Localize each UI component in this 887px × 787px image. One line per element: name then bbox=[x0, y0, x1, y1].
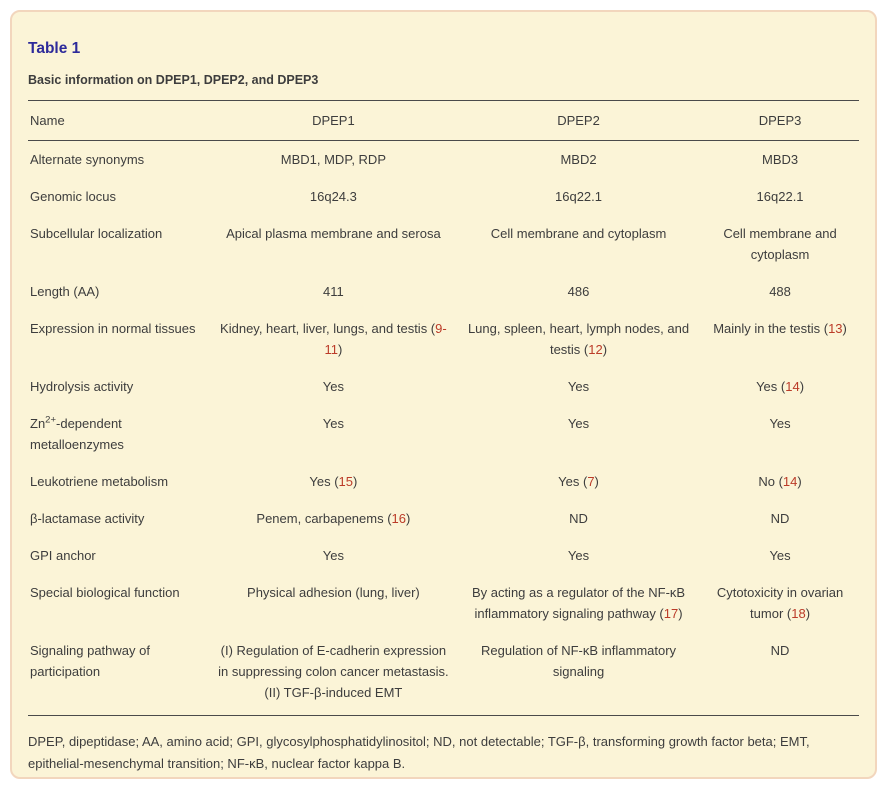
table-cell: Mainly in the testis (13) bbox=[713, 321, 847, 336]
table-cell: Apical plasma membrane and serosa bbox=[226, 226, 441, 241]
table-cell: 411 bbox=[323, 284, 344, 299]
table-cell: 16q24.3 bbox=[309, 189, 357, 204]
row-label: GPI anchor bbox=[30, 548, 96, 563]
table-cell: ND bbox=[701, 632, 859, 716]
row-label: $Zn^{2+}$-dependent metalloenzymes bbox=[30, 414, 124, 452]
row-label: Hydrolysis activity bbox=[30, 379, 134, 394]
table-cell: Regulation of NF-κB inflammatory signaling bbox=[456, 632, 701, 716]
row-label: Genomic locus bbox=[30, 189, 116, 204]
table-cell: 486 bbox=[567, 284, 590, 299]
table-cell: Cell membrane and cytoplasm bbox=[723, 226, 837, 262]
column-header-name: Name bbox=[28, 101, 211, 141]
table-cell: MBD2 bbox=[560, 152, 597, 167]
table-title: Table 1 bbox=[28, 40, 81, 57]
table-cell: No (14) bbox=[758, 474, 802, 489]
table-body bbox=[28, 141, 859, 716]
table-cell: Yes (15) bbox=[309, 474, 358, 489]
table-header bbox=[28, 101, 859, 141]
table-row bbox=[28, 537, 859, 574]
table-row bbox=[28, 215, 859, 273]
table-cell: Penem, carbapenems (16) bbox=[256, 511, 411, 526]
table-cell: Yes bbox=[322, 416, 344, 431]
column-header-dpep3: DPEP3 bbox=[701, 101, 859, 141]
table-cell: Yes bbox=[567, 416, 590, 431]
table-cell: MBD1, MDP, RDP bbox=[280, 152, 386, 167]
table-row bbox=[28, 141, 859, 179]
row-label: Alternate synonyms bbox=[30, 152, 145, 167]
citation-link[interactable]: 12 bbox=[588, 342, 603, 357]
table-cell: Yes bbox=[567, 548, 590, 563]
table-cell: ND bbox=[569, 511, 588, 526]
table-row bbox=[28, 632, 859, 716]
table-cell: Yes bbox=[567, 379, 590, 394]
table-cell: (I) Regulation of E-cadherin expression in suppressing colon cancer metastasis. (II) TGF-β-induced EMT bbox=[211, 632, 456, 716]
table-row bbox=[28, 463, 859, 500]
citation-link[interactable]: 9-11 bbox=[324, 321, 447, 357]
citation-link[interactable]: 14 bbox=[782, 474, 798, 489]
table-cell: 16q22.1 bbox=[555, 189, 603, 204]
row-label: Length (AA) bbox=[30, 284, 100, 299]
table-row bbox=[28, 574, 859, 632]
table-cell: Physical adhesion (lung, liver) bbox=[247, 585, 420, 600]
citation-link[interactable]: 7 bbox=[587, 474, 595, 489]
citation-link[interactable]: 15 bbox=[338, 474, 354, 489]
table-card bbox=[10, 10, 877, 779]
table-cell: MBD3 bbox=[761, 152, 799, 167]
row-label: Leukotriene metabolism bbox=[30, 474, 169, 489]
superscript: 2+ bbox=[45, 414, 57, 426]
table-subtitle: Basic information on DPEP1, DPEP2, and DPEP3 bbox=[28, 73, 319, 87]
table-row bbox=[28, 405, 859, 463]
citation-link[interactable]: 14 bbox=[785, 379, 800, 394]
table-row bbox=[28, 178, 859, 215]
dpep-info-table bbox=[28, 100, 859, 716]
column-header-dpep2: DPEP2 bbox=[456, 101, 701, 141]
table-row bbox=[28, 500, 859, 537]
column-header-dpep1: DPEP1 bbox=[211, 101, 456, 141]
citation-link[interactable]: 13 bbox=[828, 321, 843, 336]
table-cell: Yes bbox=[322, 379, 344, 394]
table-cell: By acting as a regulator of the NF-κB inflammatory signaling pathway (17) bbox=[471, 585, 686, 621]
table-cell: Cell membrane and cytoplasm bbox=[490, 226, 667, 241]
table-cell: Lung, spleen, heart, lymph nodes, and testis (12) bbox=[467, 321, 690, 357]
table-footnote: DPEP, dipeptidase; AA, amino acid; GPI, glycosylphosphatidylinositol; ND, not detectable; TGF-β, transforming growth factor beta; EMT, epithelial-mesenchymal transition; NF-κB, nuclear factor kappa B. bbox=[28, 734, 810, 771]
row-label: Expression in normal tissues bbox=[30, 321, 196, 336]
table-row bbox=[28, 310, 859, 368]
table-row bbox=[28, 368, 859, 405]
table-cell: ND bbox=[770, 511, 790, 526]
table-cell: Yes bbox=[769, 416, 791, 431]
row-label: β-lactamase activity bbox=[30, 511, 145, 526]
citation-link[interactable]: 17 bbox=[663, 606, 679, 621]
table-cell: 488 bbox=[769, 284, 791, 299]
row-label: Subcellular localization bbox=[30, 226, 163, 241]
table-cell: Yes bbox=[769, 548, 791, 563]
table-cell: Kidney, heart, liver, lungs, and testis (9-11) bbox=[220, 321, 447, 357]
header-row bbox=[28, 101, 859, 141]
citation-link[interactable]: 18 bbox=[791, 606, 806, 621]
table-cell: 16q22.1 bbox=[756, 189, 804, 204]
table-cell: Yes bbox=[322, 548, 344, 563]
table-row bbox=[28, 273, 859, 310]
row-label: Special biological function bbox=[30, 585, 180, 600]
citation-link[interactable]: 16 bbox=[391, 511, 406, 526]
row-label: Signaling pathway of participation bbox=[28, 632, 211, 716]
table-cell: Yes (14) bbox=[756, 379, 805, 394]
table-cell: Yes (7) bbox=[558, 474, 599, 489]
table-cell: Cytotoxicity in ovarian tumor (18) bbox=[716, 585, 844, 621]
